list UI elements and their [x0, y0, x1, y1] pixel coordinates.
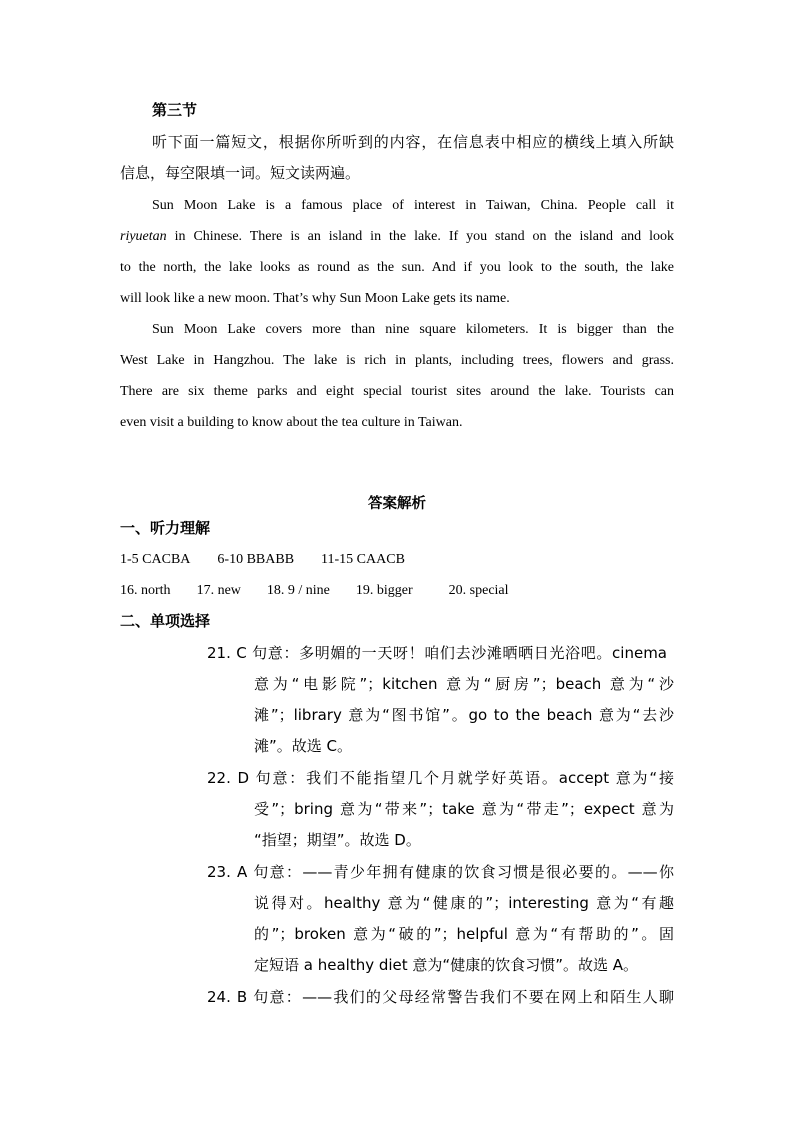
passage-line-2-text: in Chinese. There is an island in the lake. If you stand on the island and look: [174, 229, 674, 244]
q22-line-1: 22. D 句意：我们不能指望几个月就学好英语。accept 意为“接: [207, 769, 674, 787]
q22-line-2: 受”；bring 意为“带来”；take 意为“带走”；expect 意为: [254, 800, 674, 818]
q22-line-3: “指望；期望”。故选 D。: [254, 831, 421, 849]
passage-line-5: Sun Moon Lake covers more than nine square kilometers. It is bigger than the: [152, 322, 674, 337]
passage-line-3: to the north, the lake looks as round as the sun. And if you look to the south, the lake: [120, 260, 674, 275]
part1-heading: 一、听力理解: [120, 519, 211, 537]
passage-line-4: will look like a new moon. That’s why Sun Moon Lake gets its name.: [120, 291, 510, 306]
answer-19: 19. bigger: [355, 583, 413, 598]
q23-line-4: 定短语 a healthy diet 意为“健康的饮食习惯”。故选 A。: [254, 956, 638, 974]
answer-group-2: 6-10 BBABB: [217, 552, 295, 567]
instruction-line-1: 听下面一篇短文，根据你所听到的内容，在信息表中相应的横线上填入所缺: [152, 133, 674, 151]
q23-line-2: 说得对。healthy 意为“健康的”；interesting 意为“有趣: [254, 894, 674, 912]
q23-line-1: 23. A 句意：——青少年拥有健康的饮食习惯是很必要的。——你: [207, 863, 674, 881]
passage-line-2: [120, 227, 674, 247]
q21-line-4: 滩”。故选 C。: [254, 737, 353, 755]
answer-group-3: 11-15 CAACB: [321, 552, 405, 567]
q24-line-1: 24. B 句意：——我们的父母经常警告我们不要在网上和陌生人聊: [207, 988, 674, 1006]
q21-line-2: 意为“电影院”；kitchen 意为“厨房”；beach 意为“沙: [254, 675, 674, 693]
answer-20: 20. special: [448, 583, 509, 598]
answer-16: 16. north: [120, 583, 171, 598]
q21-line-3: 滩”；library 意为“图书馆”。go to the beach 意为“去沙: [254, 706, 674, 724]
section-heading: 第三节: [152, 101, 198, 119]
answers-row-1: [120, 550, 405, 570]
passage-line-1: Sun Moon Lake is a famous place of interest in Taiwan, China. People call it: [152, 198, 674, 213]
q21-line-1: 21. C 句意：多明媚的一天呀！咱们去沙滩晒晒日光浴吧。cinema: [207, 644, 667, 662]
part2-heading: 二、单项选择: [120, 612, 211, 630]
instruction-line-2: 信息，每空限填一词。短文读两遍。: [120, 164, 361, 182]
passage-line-6: West Lake in Hangzhou. The lake is rich in plants, including trees, flowers and grass.: [120, 353, 674, 368]
answer-title: 答案解析: [368, 496, 426, 512]
q23-line-3: 的”；broken 意为“破的”；helpful 意为“有帮助的”。固: [254, 925, 674, 943]
passage-line-8: even visit a building to know about the tea culture in Taiwan.: [120, 415, 463, 430]
answers-row-2: [120, 581, 509, 601]
passage-line-7: There are six theme parks and eight special tourist sites around the lake. Tourists can: [120, 384, 674, 399]
answer-18: 18. 9 / nine: [266, 583, 330, 598]
answer-17: 17. new: [196, 583, 241, 598]
answer-group-1: 1-5 CACBA: [120, 552, 191, 567]
passage-italic-word: riyuetan: [120, 229, 167, 244]
